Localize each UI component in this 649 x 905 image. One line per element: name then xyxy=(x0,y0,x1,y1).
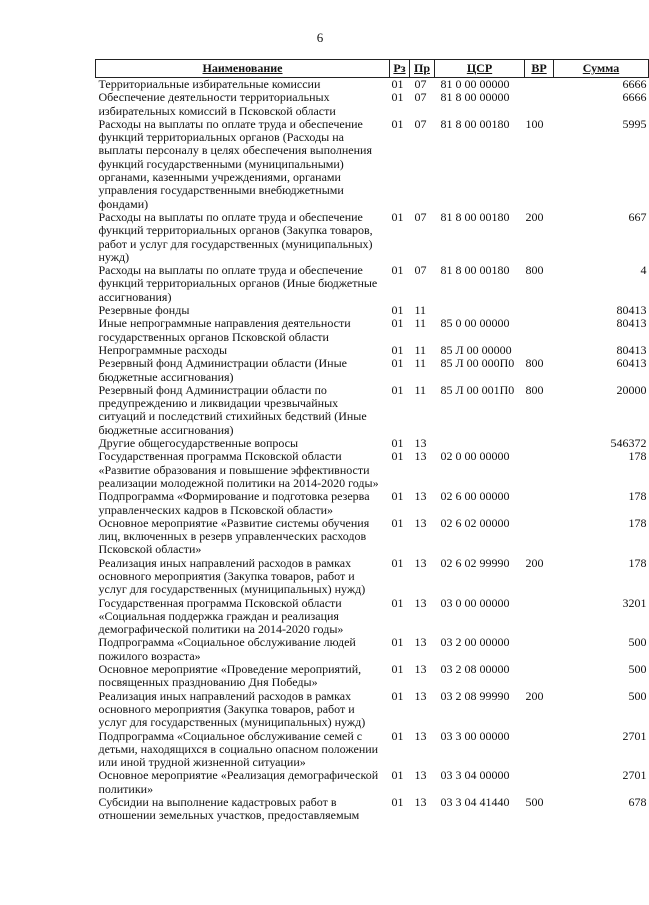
table-row xyxy=(96,796,649,823)
cell-name: Территориальные избирательные комиссии xyxy=(98,77,321,91)
cell-sum: 178 xyxy=(628,555,647,570)
cell-pr: 07 xyxy=(414,116,427,131)
cell-rz: 01 xyxy=(391,116,404,131)
cell-rz: 01 xyxy=(391,795,404,810)
cell-vr: 500 xyxy=(525,795,544,810)
cell-rz: 01 xyxy=(391,77,404,91)
table-row xyxy=(96,78,649,92)
cell-csr: 81 8 00 00180 xyxy=(440,209,510,224)
cell-sum: 500 xyxy=(628,662,647,677)
cell-name: Обеспечение деятельности территориальных избирательных комиссий в Псковской области xyxy=(98,90,336,118)
cell-rz: 01 xyxy=(391,263,404,278)
cell-vr xyxy=(525,636,554,663)
cell-csr: 81 8 00 00180 xyxy=(440,263,510,278)
cell-pr: 07 xyxy=(414,90,427,105)
cell-rz: 01 xyxy=(391,449,404,464)
cell-name: Основное мероприятие «Развитие системы обучения лиц, включенных в резерв управленческих расходов Псковской области» xyxy=(98,515,370,557)
cell-csr: 02 6 00 00000 xyxy=(440,489,510,504)
cell-rz: 01 xyxy=(391,768,404,783)
cell-pr: 11 xyxy=(414,356,427,371)
cell-vr: 100 xyxy=(525,116,544,131)
cell-name: Расходы на выплаты по оплате труда и обеспечение функций территориальных органов (Закупка товаров, работ и услуг для государственных (муниципальных) нужд) xyxy=(98,209,373,264)
table-row xyxy=(96,450,649,490)
cell-pr: 07 xyxy=(414,263,427,278)
table-row xyxy=(96,344,649,357)
cell-csr: 03 0 00 00000 xyxy=(440,595,510,610)
cell-csr xyxy=(435,304,525,317)
cell-sum: 20000 xyxy=(616,382,647,397)
cell-vr: 200 xyxy=(525,688,544,703)
cell-csr: 81 8 00 00000 xyxy=(440,90,510,105)
cell-sum: 667 xyxy=(628,209,647,224)
cell-vr: 200 xyxy=(525,555,544,570)
header-csr: ЦСР xyxy=(435,60,525,78)
cell-pr: 07 xyxy=(414,209,427,224)
cell-pr: 11 xyxy=(414,303,427,318)
cell-rz: 01 xyxy=(391,662,404,677)
cell-name: Подпрограмма «Формирование и подготовка резерва управленческих кадров в Псковской области» xyxy=(98,489,370,517)
cell-name: Другие общегосударственные вопросы xyxy=(98,436,299,451)
cell-vr xyxy=(525,450,554,490)
cell-vr xyxy=(525,730,554,770)
table-row xyxy=(96,663,649,690)
header-name: Наименование xyxy=(96,60,390,78)
table-row xyxy=(96,730,649,770)
cell-name: Реализация иных направлений расходов в рамках основного мероприятия (Закупка товаров, работ и услуг для государственных (муниципальных) нужд) xyxy=(98,688,366,730)
table-row xyxy=(96,490,649,517)
cell-csr: 81 8 00 00180 xyxy=(440,116,510,131)
table-header xyxy=(96,60,649,78)
cell-vr xyxy=(525,317,554,344)
table-row xyxy=(96,636,649,663)
cell-vr xyxy=(525,490,554,517)
cell-name: Резервные фонды xyxy=(98,303,190,318)
cell-rz: 01 xyxy=(391,382,404,397)
cell-csr: 03 3 00 00000 xyxy=(440,728,510,743)
cell-pr: 13 xyxy=(414,449,427,464)
cell-sum: 678 xyxy=(628,795,647,810)
cell-csr: 85 Л 00 000П0 xyxy=(440,356,515,371)
cell-sum: 2701 xyxy=(622,768,647,783)
cell-sum: 2701 xyxy=(622,728,647,743)
cell-sum: 178 xyxy=(628,489,647,504)
cell-vr xyxy=(525,769,554,796)
cell-vr xyxy=(525,663,554,690)
cell-sum: 80413 xyxy=(616,316,647,331)
cell-pr: 13 xyxy=(414,515,427,530)
cell-name: Государственная программа Псковской области «Социальная поддержка граждан и реализация демографической политики на 2014-2020 годы» xyxy=(98,595,344,637)
table-row xyxy=(96,317,649,344)
cell-sum: 500 xyxy=(628,635,647,650)
table-row xyxy=(96,304,649,317)
table-row xyxy=(96,91,649,118)
cell-vr: 200 xyxy=(525,209,544,224)
table-body xyxy=(96,78,649,823)
cell-csr: 02 0 00 00000 xyxy=(440,449,510,464)
cell-csr: 02 6 02 99990 xyxy=(440,555,510,570)
cell-csr: 03 2 00 00000 xyxy=(440,635,510,650)
cell-rz: 01 xyxy=(391,90,404,105)
header-row xyxy=(96,60,649,78)
cell-name: Резервный фонд Администрации области по предупреждению и ликвидации чрезвычайных ситуаций и последствий стихийных бедствий (Иные бюджетные ассигнования) xyxy=(98,382,367,437)
cell-csr: 81 0 00 00000 xyxy=(440,77,510,91)
cell-csr: 03 3 04 41440 xyxy=(440,795,510,810)
cell-pr: 13 xyxy=(414,662,427,677)
cell-csr: 03 3 04 00000 xyxy=(440,768,510,783)
cell-pr: 13 xyxy=(414,595,427,610)
cell-rz: 01 xyxy=(391,342,404,357)
cell-rz: 01 xyxy=(391,316,404,331)
cell-rz: 01 xyxy=(391,303,404,318)
cell-vr: 800 xyxy=(525,263,544,278)
cell-csr xyxy=(435,437,525,450)
cell-rz: 01 xyxy=(391,515,404,530)
cell-rz: 01 xyxy=(391,356,404,371)
table-row xyxy=(96,437,649,450)
cell-pr: 07 xyxy=(414,77,427,91)
cell-name: Подпрограмма «Социальное обслуживание людей пожилого возраста» xyxy=(98,635,356,663)
cell-vr xyxy=(525,344,554,357)
table-row xyxy=(96,118,649,211)
cell-rz: 01 xyxy=(391,489,404,504)
cell-sum: 4 xyxy=(640,263,647,278)
table-row xyxy=(96,690,649,730)
budget-table xyxy=(95,59,649,823)
cell-sum: 80413 xyxy=(616,303,647,318)
cell-rz: 01 xyxy=(391,555,404,570)
cell-vr: 800 xyxy=(525,356,544,371)
cell-csr: 03 2 08 00000 xyxy=(440,662,510,677)
cell-pr: 11 xyxy=(414,382,427,397)
table-row xyxy=(96,557,649,597)
cell-vr xyxy=(525,437,554,450)
cell-name: Реализация иных направлений расходов в рамках основного мероприятия (Закупка товаров, работ и услуг для государственных (муниципальных) нужд) xyxy=(98,555,366,597)
cell-csr: 02 6 02 00000 xyxy=(440,515,510,530)
cell-pr: 13 xyxy=(414,489,427,504)
cell-name: Подпрограмма «Социальное обслуживание семей с детьми, находящихся в социально опасном положении или иной трудной жизненной ситуации» xyxy=(98,728,379,770)
cell-sum: 80413 xyxy=(616,342,647,357)
cell-name: Основное мероприятие «Реализация демографической политики» xyxy=(98,768,379,796)
header-vr: ВР xyxy=(525,60,554,78)
cell-vr xyxy=(525,78,554,92)
cell-pr: 11 xyxy=(414,342,427,357)
cell-name: Резервный фонд Администрации области (Иные бюджетные ассигнования) xyxy=(98,356,347,384)
table-row xyxy=(96,597,649,637)
cell-csr: 85 Л 00 001П0 xyxy=(440,382,515,397)
cell-rz: 01 xyxy=(391,209,404,224)
cell-sum: 3201 xyxy=(622,595,647,610)
page-number: 6 xyxy=(316,30,324,45)
cell-csr: 03 2 08 99990 xyxy=(440,688,510,703)
cell-vr xyxy=(525,597,554,637)
cell-name: Иные непрограммные направления деятельности государственных органов Псковской области xyxy=(98,316,351,344)
cell-pr: 13 xyxy=(414,795,427,810)
header-pr: Пр xyxy=(410,60,435,78)
cell-pr: 13 xyxy=(414,688,427,703)
cell-name: Непрограммные расходы xyxy=(98,342,228,357)
cell-pr: 13 xyxy=(414,768,427,783)
cell-csr: 85 0 00 00000 xyxy=(440,316,510,331)
cell-sum: 6666 xyxy=(622,90,647,105)
cell-name: Государственная программа Псковской области «Развитие образования и повышение эффективности реализации молодежной политики на 2014-2020 годы» xyxy=(98,449,379,490)
cell-name: Расходы на выплаты по оплате труда и обеспечение функций территориальных органов (Иные бюджетные ассигнования) xyxy=(98,263,378,304)
table-row xyxy=(96,211,649,264)
cell-sum: 60413 xyxy=(616,356,647,371)
cell-csr: 85 Л 00 00000 xyxy=(440,342,512,357)
cell-sum: 178 xyxy=(628,515,647,530)
cell-sum: 178 xyxy=(628,449,647,464)
cell-pr: 13 xyxy=(414,635,427,650)
cell-pr: 13 xyxy=(414,728,427,743)
cell-vr xyxy=(525,304,554,317)
cell-pr: 11 xyxy=(414,316,427,331)
table-row xyxy=(96,769,649,796)
cell-rz: 01 xyxy=(391,595,404,610)
cell-name: Основное мероприятие «Проведение мероприятий, посвященных празднованию Дня Победы» xyxy=(98,662,362,690)
header-rz: Рз xyxy=(390,60,410,78)
cell-sum: 500 xyxy=(628,688,647,703)
cell-sum: 5995 xyxy=(622,116,647,131)
cell-sum: 546372 xyxy=(610,436,647,451)
cell-rz: 01 xyxy=(391,635,404,650)
cell-name: Субсидии на выполнение кадастровых работ в отношении земельных участков, предоставляемым xyxy=(98,795,360,823)
cell-sum: 6666 xyxy=(622,77,647,91)
cell-vr xyxy=(525,91,554,118)
cell-rz: 01 xyxy=(391,688,404,703)
cell-name: Расходы на выплаты по оплате труда и обеспечение функций территориальных органов (Расходы на выплаты персоналу в целях обеспечения выполнения функций государственными (муниципальными) органами, казенными учреждениями, органами управления государственными внебюджетными фондами) xyxy=(98,116,372,211)
table-row xyxy=(96,264,649,304)
table-row xyxy=(96,517,649,557)
table-row xyxy=(96,357,649,384)
cell-pr: 13 xyxy=(414,436,427,451)
cell-pr: 13 xyxy=(414,555,427,570)
table-row xyxy=(96,384,649,437)
cell-vr xyxy=(525,517,554,557)
cell-rz: 01 xyxy=(391,728,404,743)
cell-rz: 01 xyxy=(391,436,404,451)
header-sum: Сумма xyxy=(554,60,649,78)
cell-vr: 800 xyxy=(525,382,544,397)
